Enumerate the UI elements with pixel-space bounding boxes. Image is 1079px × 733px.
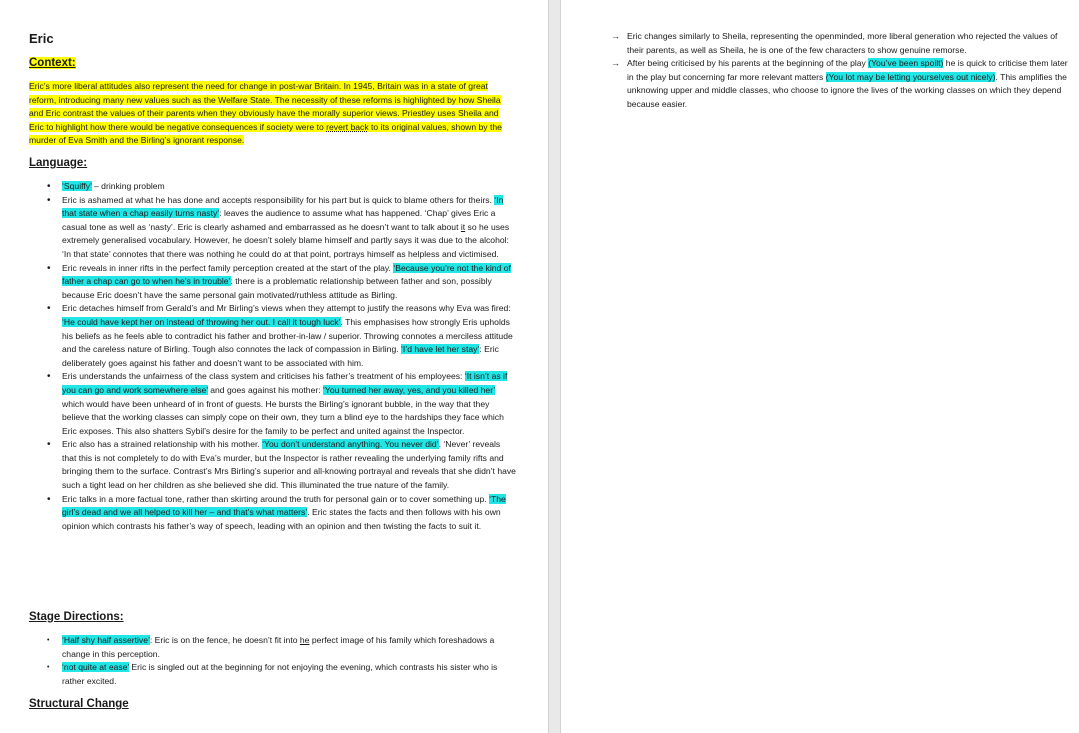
list-item: • Eris understands the unfairness of the class system and criticises his father’s treatment of his employees: ‘It isn’t as if you can go and work somewhere else’ and goes against his mother: ‘You turned her away, yes, and you killed her’ which would have been unheard of in front of guests. He bursts the Birling’s ignorant bubble, in the way that they believe that the working classes can simply cope on their own, they turn a blind eye to the hardships they face which Eric exposes. This also shatters Sybil’s desire for the family to be perfect and united against the Inspector. (32, 370, 516, 438)
context-paragraph: Eric’s more liberal attitudes also represent the need for change in post-war Britain. In 1945, Britain was in a state of great reform, introducing many new values such as the Welfare State. The necessity of these reforms is highlighted by how Sheila and Eric contrast the values of their parents when they obviously have the morally superior views. Priestley uses Sheila and Eric to highlight how there would be negative consequences if society were to revert back to its original values, shown by the murder of Eva Smith and the Birling’s ignorant response. (29, 81, 502, 146)
language-heading: Language: (29, 157, 88, 169)
list-item: • Eric also has a strained relationship with his mother. ‘You don’t understand anything. You never did’. ‘Never’ reveals that this is not completely to do with Eva’s murder, but the Inspector is rather revealing the underlying family rifts and bringing them to the surface. Contrast’s Mrs Birling’s superior and all-knowing portrayal and reveals that she didn’t have such a tight lead on her children as she believed she did. This illuminated the true nature of the family. (32, 438, 516, 492)
list-item: • Eric talks in a more factual tone, rather than skirting around the truth for personal gain or to cover something up. ‘The girl’s dead and we all helped to kill her – and that’s what matters’. Eric states the facts and then follows with his own opinion which contrasts his father’s way of speech, leading with an opinion and then twisting the facts to suit it. (32, 493, 516, 534)
document-page-right (561, 0, 1079, 733)
page-title: Eric (29, 31, 54, 46)
arrow-icon: → (611, 58, 620, 69)
list-item: • Eric is ashamed at what he has done and accepts responsibility for his part but is quick to blame others for theirs. ‘In that state when a chap easily turns nasty’: leaves the audience to assume what has happened. ‘Chap’ gives Eric a casual tone as well as ‘nasty’. Eric is clearly ashamed and embarrassed as he doesn’t want to talk about it so he uses extremely generalised vocabulary. However, he doesn’t solely blame himself and partly says it was due to the alcohol: ‘In that state’ connotes that there was nothing he could do at that point, portrays himself as helpless and victimised. (32, 194, 516, 262)
spellcheck-word: revert back (326, 121, 369, 132)
language-list (32, 180, 516, 533)
list-item: → Eric changes similarly to Sheila, representing the openminded, more liberal generation who rejected the values of their parents, as well as Sheila, he is one of the few characters to show genuine remorse. (611, 31, 1058, 55)
stage-directions-heading: Stage Directions: (29, 611, 124, 623)
list-item: • ‘not quite at ease’ Eric is singled out at the beginning for not enjoying the evening, which contrasts his sister who is rather excited. (32, 661, 516, 688)
arrow-icon: → (611, 31, 620, 41)
arrow-list (611, 30, 1071, 112)
list-item: • Eric detaches himself from Gerald’s and Mr Birling’s views when they attempt to justify the reasons why Eva was fired: ‘He could have kept her on instead of throwing her out. I call it tough luck’. This emphasises how strongly Eris upholds his beliefs as he feels able to contradict his father and brother-in-law / superior. Throwing connotes a merciless attitude and the careless nature of Birling. Tough also connotes the lack of compassion in Birling. ‘I’d have let her stay’: Eric deliberately goes against his father and doesn’t want to be associated with him. (32, 302, 516, 370)
context-heading: Context: (29, 57, 76, 69)
structural-change-heading: Structural Change (29, 698, 129, 710)
stage-directions-list (32, 634, 516, 688)
list-item: → After being criticised by his parents at the beginning of the play (You’ve been spoilt) he is quick to criticise them later in the play but concerning far more relevant matters (You lot may be letting yourselves out nicely). This amplifies the unknowing upper and middle classes, who choose to ignore the lives of the working classes on which they depend because easier. (611, 58, 1068, 109)
list-item: • ‘Half shy half assertive’: Eric is on the fence, he doesn’t fit into he perfect image of his family which foreshadows a change in this perception. (32, 634, 516, 661)
list-item: • ‘Squiffy’ – drinking problem (32, 180, 516, 194)
page-gap (548, 0, 561, 733)
list-item: • Eric reveals in inner rifts in the perfect family perception created at the start of the play. ‘Because you’re not the kind of father a chap can go to when he’s in trouble’: there is a problematic relationship between father and son, possibly because Eric doesn’t have the same personal gain motivated/ruthless attitude as Birling. (32, 262, 516, 303)
